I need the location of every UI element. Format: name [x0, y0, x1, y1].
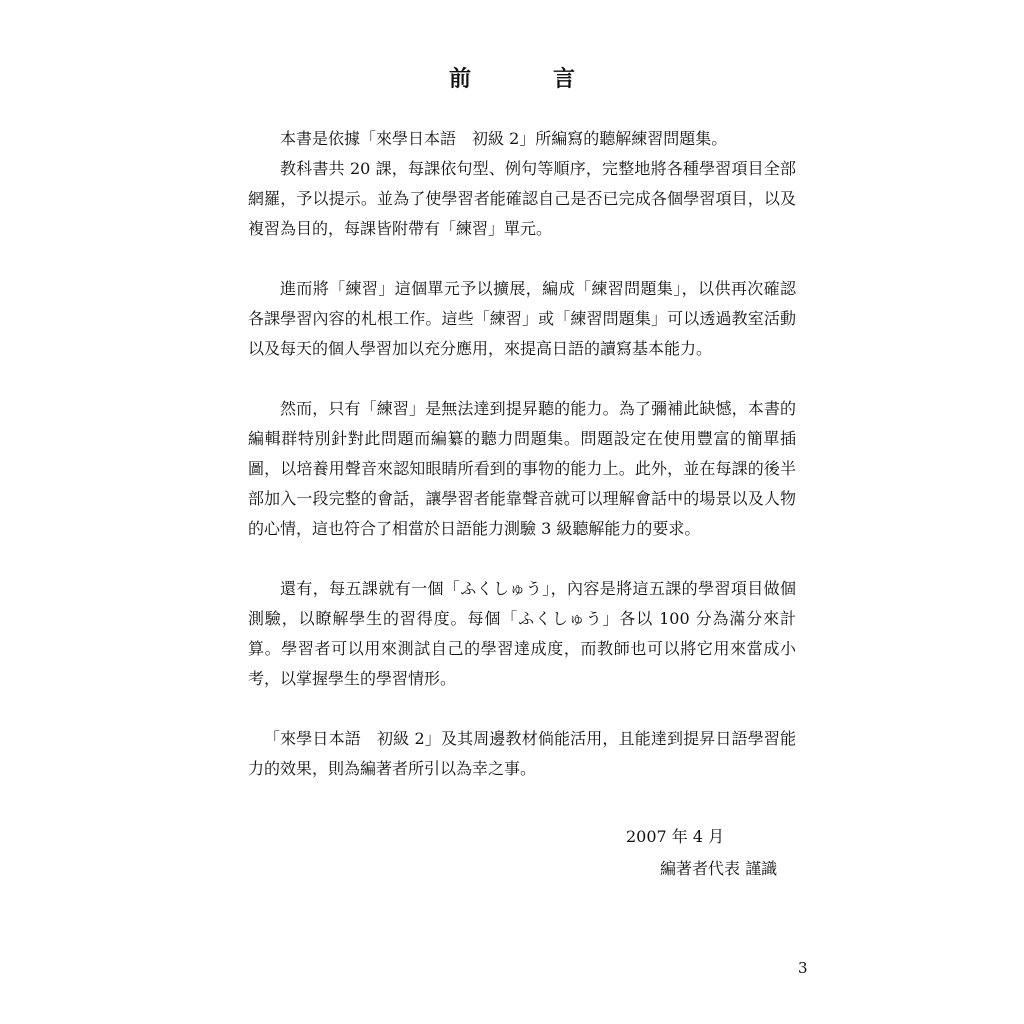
- paragraph-textbook: 教科書共 20 課，每課依句型、例句等順序，完整地將各種學習項目全部網羅，予以提示。並為了使學習者能確認自己是否已完成各個學習項目，以及複習為目的，每課皆附帶有「練習」單元。: [248, 159, 796, 238]
- paragraph-practice: 進而將「練習」這個單元予以擴展，編成「練習問題集」，以供再次確認各課學習內容的札根工作。這些「練習」或「練習問題集」可以透過教室活動以及每天的個人學習加以充分應用，來提高日語的讀寫基本能力。: [248, 279, 796, 358]
- paragraph-gap: [248, 694, 796, 724]
- paragraph-review: 還有，每五課就有一個「ふくしゅう」，內容是將這五課的學習項目做個測驗，以瞭解學生的習得度。每個「ふくしゅう」各以 100 分為滿分來計算。學習者可以用來測試自己的學習達成度，而教師也可以將它用來當成小考，以掌握學生的學習情形。: [248, 579, 796, 688]
- paragraph-gap: [248, 244, 796, 274]
- paragraph-gap: [248, 364, 796, 394]
- signature-date: 2007 年 4 月: [626, 827, 725, 846]
- paragraph-intro: 本書是依據「來學日本語 初級 2」所編寫的聽解練習問題集。: [280, 129, 728, 148]
- paragraph-gap: [248, 544, 796, 574]
- paragraph-listening: 然而，只有「練習」是無法達到提昇聽的能力。為了彌補此缺憾，本書的編輯群特別針對此問題而編纂的聽力問題集。問題設定在使用豐富的簡單插圖，以培養用聲音來認知眼睛所看到的事物的能力上。此外，並在每課的後半部加入一段完整的會話，讓學習者能靠聲音就可以理解會話中的場景以及人物的心情，這也符合了相當於日語能力測驗 3 級聽解能力的要求。: [248, 399, 796, 538]
- preface-body: [248, 124, 796, 784]
- page-title: 前 言: [448, 66, 605, 92]
- paragraph-closing: 「來學日本語 初級 2」及其周邊教材倘能活用，且能達到提昇日語學習能力的效果，則為編著者所引以為幸之事。: [248, 729, 796, 778]
- signature-author: 編著者代表 謹識: [660, 859, 778, 878]
- page-number: 3: [798, 959, 808, 977]
